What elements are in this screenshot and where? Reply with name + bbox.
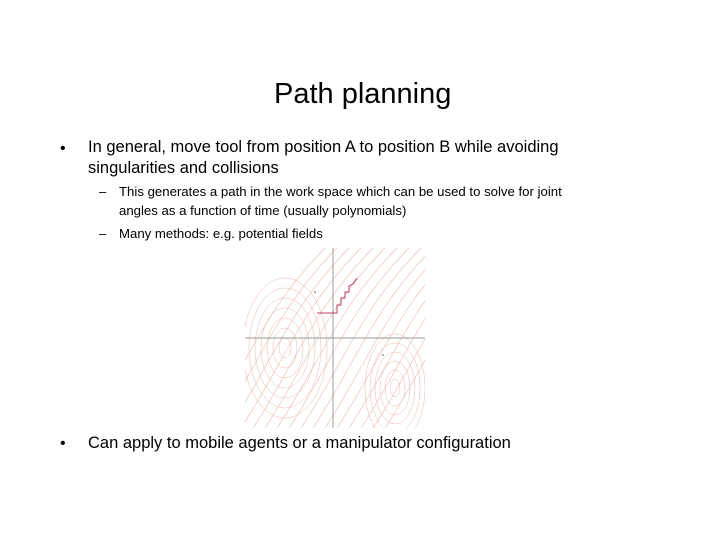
bullet-marker: •: [60, 140, 66, 157]
bullet-text-line: In general, move tool from position A to position B while avoiding: [88, 138, 559, 156]
slide-title-text: Path planning: [274, 78, 452, 110]
subbullet-text-line: angles as a function of time (usually polynomials): [119, 203, 407, 218]
subbullet-text-line: Many methods: e.g. potential fields: [119, 226, 323, 241]
bullet-marker: •: [60, 435, 66, 452]
subbullet-marker: –: [99, 226, 107, 241]
subbullet-text-line: This generates a path in the work space which can be used to solve for joint: [119, 184, 562, 199]
potential-field-figure: [245, 248, 425, 428]
figure-marker: [314, 291, 316, 293]
bullet-text-line: singularities and collisions: [88, 159, 279, 177]
figure-marker: [382, 354, 384, 356]
subbullet-marker: –: [99, 184, 107, 199]
bullet-text-line: Can apply to mobile agents or a manipulator configuration: [88, 434, 511, 452]
